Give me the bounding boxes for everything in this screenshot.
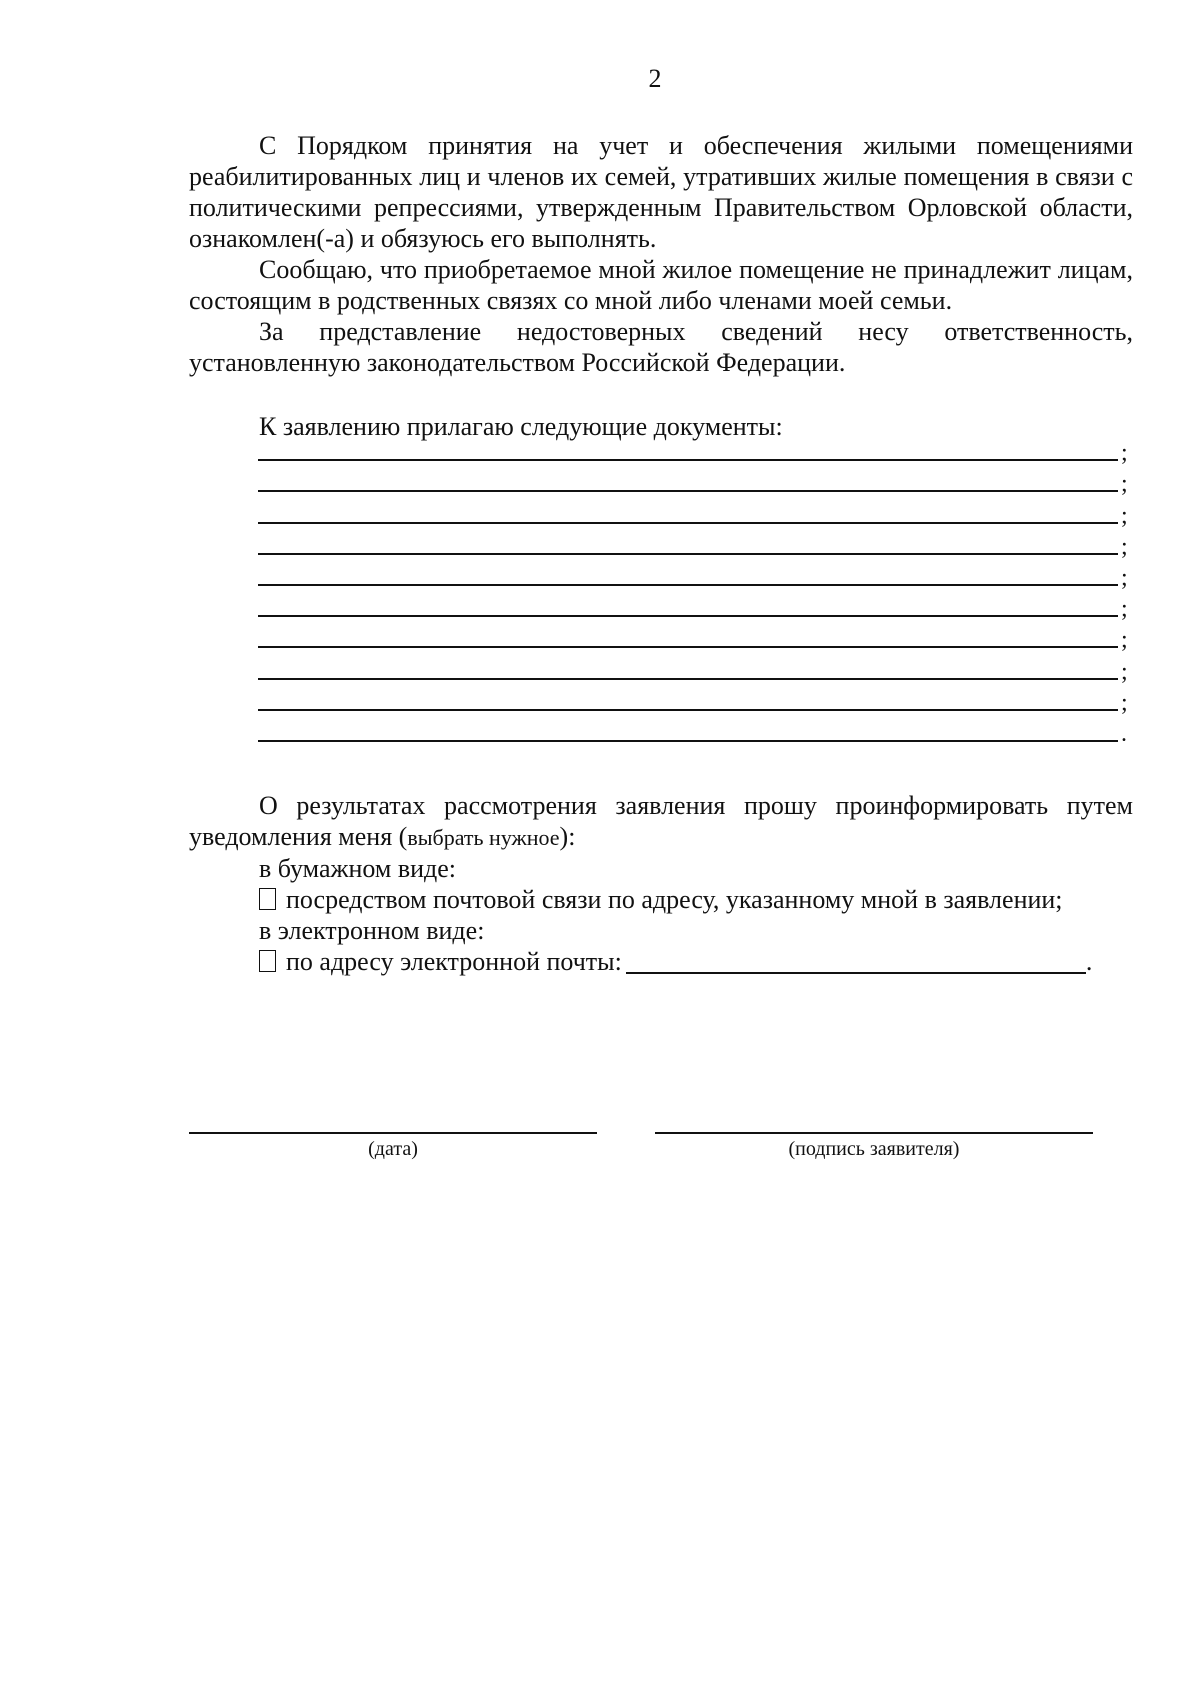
notification-lead: О результатах рассмотрения заявления прошу проинформировать путем уведомления меня ( <box>189 791 1133 851</box>
acknowledgement-paragraph: С Порядком принятия на учет и обеспечения жилыми помещениями реабилитированных лиц и членов их семей, утративших жилые помещения в связи с политическими репрессиями, утвержденным Правительством Орловской области, ознакомлен(-а) и обязуюсь его выполнять. <box>189 131 1133 253</box>
attachment-line[interactable] <box>258 621 1140 652</box>
fill-rule <box>258 553 1118 555</box>
postal-option[interactable] <box>189 884 1133 915</box>
fill-rule <box>258 709 1118 711</box>
postal-option-label: посредством почтовой связи по адресу, указанному мной в заявлении; <box>286 885 1063 914</box>
statement-paragraphs <box>189 130 1133 378</box>
paper-heading: в бумажном виде: <box>259 854 457 883</box>
attachment-line[interactable] <box>258 434 1140 465</box>
fill-rule <box>258 678 1118 680</box>
electronic-heading: в электронном виде: <box>259 916 485 945</box>
email-option-label: по адресу электронной почты: <box>286 947 622 976</box>
postal-checkbox[interactable] <box>259 888 276 910</box>
line-terminator: ; <box>1121 627 1128 654</box>
attachment-line[interactable] <box>258 465 1140 496</box>
fill-rule <box>258 459 1118 461</box>
attachment-line[interactable] <box>258 652 1140 683</box>
date-field[interactable] <box>189 1132 597 1162</box>
line-terminator: ; <box>1121 471 1128 498</box>
line-terminator: ; <box>1121 440 1128 467</box>
attachment-line[interactable] <box>258 684 1140 715</box>
choose-note: выбрать нужное <box>407 825 560 850</box>
attachments-heading: К заявлению прилагаю следующие документы: <box>259 412 783 441</box>
notification-request <box>189 790 1133 853</box>
fill-rule <box>258 646 1118 648</box>
attachment-lines <box>258 434 1140 746</box>
fill-rule <box>258 522 1118 524</box>
line-terminator: ; <box>1121 658 1128 685</box>
line-terminator: ; <box>1121 596 1128 623</box>
email-option[interactable] <box>189 946 1133 977</box>
notification-section <box>189 790 1133 977</box>
page-number: 2 <box>648 64 662 93</box>
attachment-line[interactable] <box>258 528 1140 559</box>
date-caption: (дата) <box>368 1138 418 1160</box>
fill-rule <box>258 615 1118 617</box>
email-fill-line[interactable] <box>626 948 1086 974</box>
line-terminator: ; <box>1121 533 1128 560</box>
signature-field[interactable] <box>655 1132 1093 1162</box>
fill-rule <box>258 584 1118 586</box>
fill-rule <box>258 490 1118 492</box>
line-terminator: ; <box>1121 502 1128 529</box>
email-option-end: . <box>1085 947 1093 976</box>
attachment-line[interactable] <box>258 715 1140 746</box>
line-terminator: ; <box>1121 564 1128 591</box>
attachment-line[interactable] <box>258 590 1140 621</box>
responsibility-paragraph: За представление недостоверных сведений несу ответственность, установленную законодательством Российской Федерации. <box>189 317 1133 377</box>
notification-lead-end: ): <box>559 822 576 851</box>
attachment-line[interactable] <box>258 559 1140 590</box>
signature-caption: (подпись заявителя) <box>788 1138 960 1160</box>
email-checkbox[interactable] <box>259 950 276 972</box>
line-terminator: . <box>1121 720 1127 747</box>
ownership-paragraph: Сообщаю, что приобретаемое мной жилое помещение не принадлежит лицам, состоящим в родственных связях со мной либо членами моей семьи. <box>189 255 1133 315</box>
fill-rule <box>258 740 1118 742</box>
attachment-line[interactable] <box>258 496 1140 527</box>
line-terminator: ; <box>1121 689 1128 716</box>
